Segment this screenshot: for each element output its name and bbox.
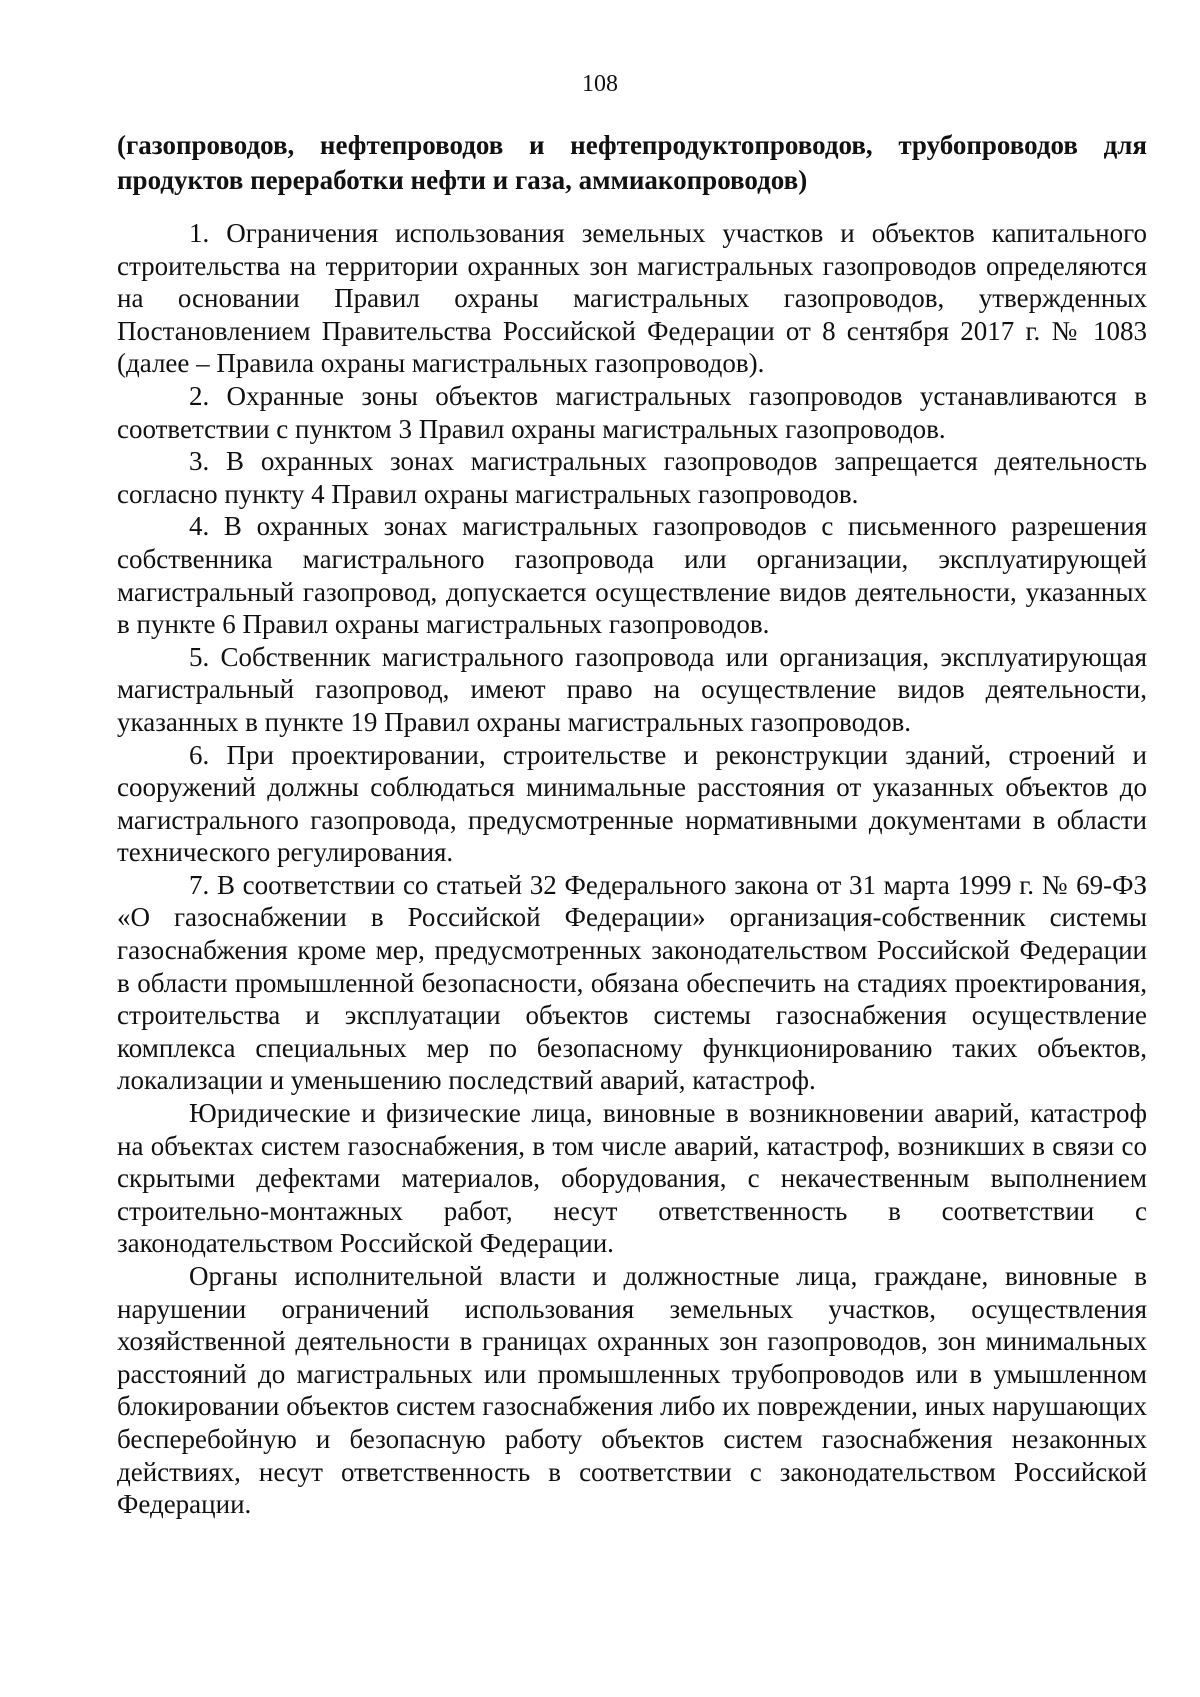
paragraph-1: 1. Ограничения использования земельных участков и объектов капитального строительства на территории охранных зон магистральных газопроводов определяются на основании Правил охраны магистральных газопроводов, утвержденных Постановлением Правительства Российской Федерации от 8 сентября 2017 г. № 1083 (далее – Правила охраны магистральных газопроводов). bbox=[117, 218, 1147, 379]
section-heading: (газопроводов, нефтепроводов и нефтепродуктопроводов, трубопроводов для продуктов переработки нефти и газа, аммиакопроводов) bbox=[117, 130, 1147, 195]
body-text bbox=[117, 217, 1147, 1521]
page-number: 108 bbox=[582, 71, 618, 97]
paragraph-6: 6. При проектировании, строительстве и реконструкции зданий, строений и сооружений должны соблюдаться минимальные расстояния от указанных объектов до магистрального газопровода, предусмотренные нормативными документами в области технического регулирования. bbox=[117, 739, 1147, 868]
paragraph-liability-authorities: Органы исполнительной власти и должностные лица, граждане, виновные в нарушении ограничений использования земельных участков, осуществления хозяйственной деятельности в границах охранных зон газопроводов, зон минимальных расстояний до магистральных или промышленных трубопроводов или в умышленном блокировании объектов систем газоснабжения либо их повреждении, иных нарушающих бесперебойную и безопасную работу объектов систем газоснабжения незаконных действиях, несут ответственность в соответствии с законодательством Российской Федерации. bbox=[117, 1261, 1147, 1520]
paragraph-liability-persons: Юридические и физические лица, виновные в возникновении аварий, катастроф на объектах систем газоснабжения, в том числе аварий, катастроф, возникших в связи со скрытыми дефектами материалов, оборудования, с некачественным выполнением строительно-монтажных работ, несут ответственность в соответствии с законодательством Российской Федерации. bbox=[117, 1098, 1147, 1259]
paragraph-7: 7. В соответствии со статьей 32 Федерального закона от 31 марта 1999 г. № 69-ФЗ «О газоснабжении в Российской Федерации» организация-собственник системы газоснабжения кроме мер, предусмотренных законодательством Российской Федерации в области промышленной безопасности, обязана обеспечить на стадиях проектирования, строительства и эксплуатации объектов системы газоснабжения осуществление комплекса специальных мер по безопасному функционированию таких объектов, локализации и уменьшению последствий аварий, катастроф. bbox=[117, 869, 1147, 1096]
paragraph-2: 2. Охранные зоны объектов магистральных газопроводов устанавливаются в соответствии с пунктом 3 Правил охраны магистральных газопроводов. bbox=[117, 380, 1147, 444]
paragraph-5: 5. Собственник магистрального газопровода или организация, эксплуатирующая магистральный газопровод, имеют право на осуществление видов деятельности, указанных в пункте 19 Правил охраны магистральных газопроводов. bbox=[117, 641, 1147, 737]
paragraph-4: 4. В охранных зонах магистральных газопроводов с письменного разрешения собственника магистрального газопровода или организации, эксплуатирующей магистральный газопровод, допускается осуществление видов деятельности, указанных в пункте 6 Правил охраны магистральных газопроводов. bbox=[117, 511, 1147, 640]
paragraph-3: 3. В охранных зонах магистральных газопроводов запрещается деятельность согласно пункту 4 Правил охраны магистральных газопроводов. bbox=[117, 446, 1147, 509]
